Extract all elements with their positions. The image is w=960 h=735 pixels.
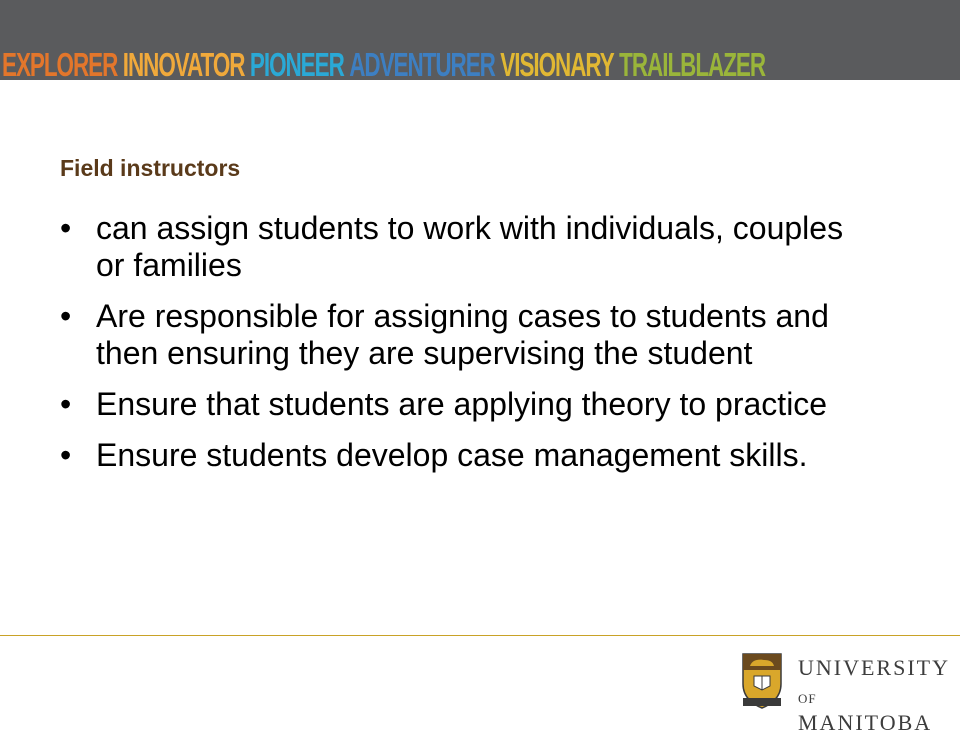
logo-line-university: UNIVERSITY — [798, 655, 950, 680]
logo-manitoba: MANITOBA — [798, 710, 933, 735]
slide-heading: Field instructors — [60, 155, 241, 181]
bullet-dot: • — [60, 210, 72, 246]
tagline-word-explorer: EXPLORER — [2, 46, 118, 83]
university-crest-icon — [740, 650, 784, 710]
bullet-text: can assign students to work with individuals, couples or families — [96, 210, 844, 283]
bullet-item — [60, 298, 860, 372]
university-logo — [740, 650, 950, 735]
tagline-word-pioneer: PIONEER — [249, 46, 344, 83]
bullet-text: Ensure that students are applying theory to practice — [96, 386, 828, 422]
tagline-word-visionary: VISIONARY — [500, 46, 614, 83]
bullet-dot: • — [60, 386, 72, 422]
bullet-item — [60, 437, 860, 474]
bullet-text: Ensure students develop case management skills. — [96, 437, 808, 473]
bullet-list — [60, 210, 860, 488]
logo-of: OF — [798, 691, 817, 706]
tagline-word-innovator: INNOVATOR — [122, 46, 245, 83]
bullet-text: Are responsible for assigning cases to students and then ensuring they are supervising the student — [96, 298, 829, 371]
bullet-item — [60, 386, 860, 423]
bullet-item — [60, 210, 860, 284]
bullet-dot: • — [60, 437, 72, 473]
bullet-dot: • — [60, 298, 72, 334]
tagline — [2, 46, 770, 83]
logo-line-manitoba — [798, 684, 950, 735]
footer-rule — [0, 635, 960, 636]
tagline-word-trailblazer: TRAILBLAZER — [619, 46, 766, 83]
logo-wordmark — [798, 656, 950, 735]
tagline-word-adventurer: ADVENTURER — [349, 46, 495, 83]
